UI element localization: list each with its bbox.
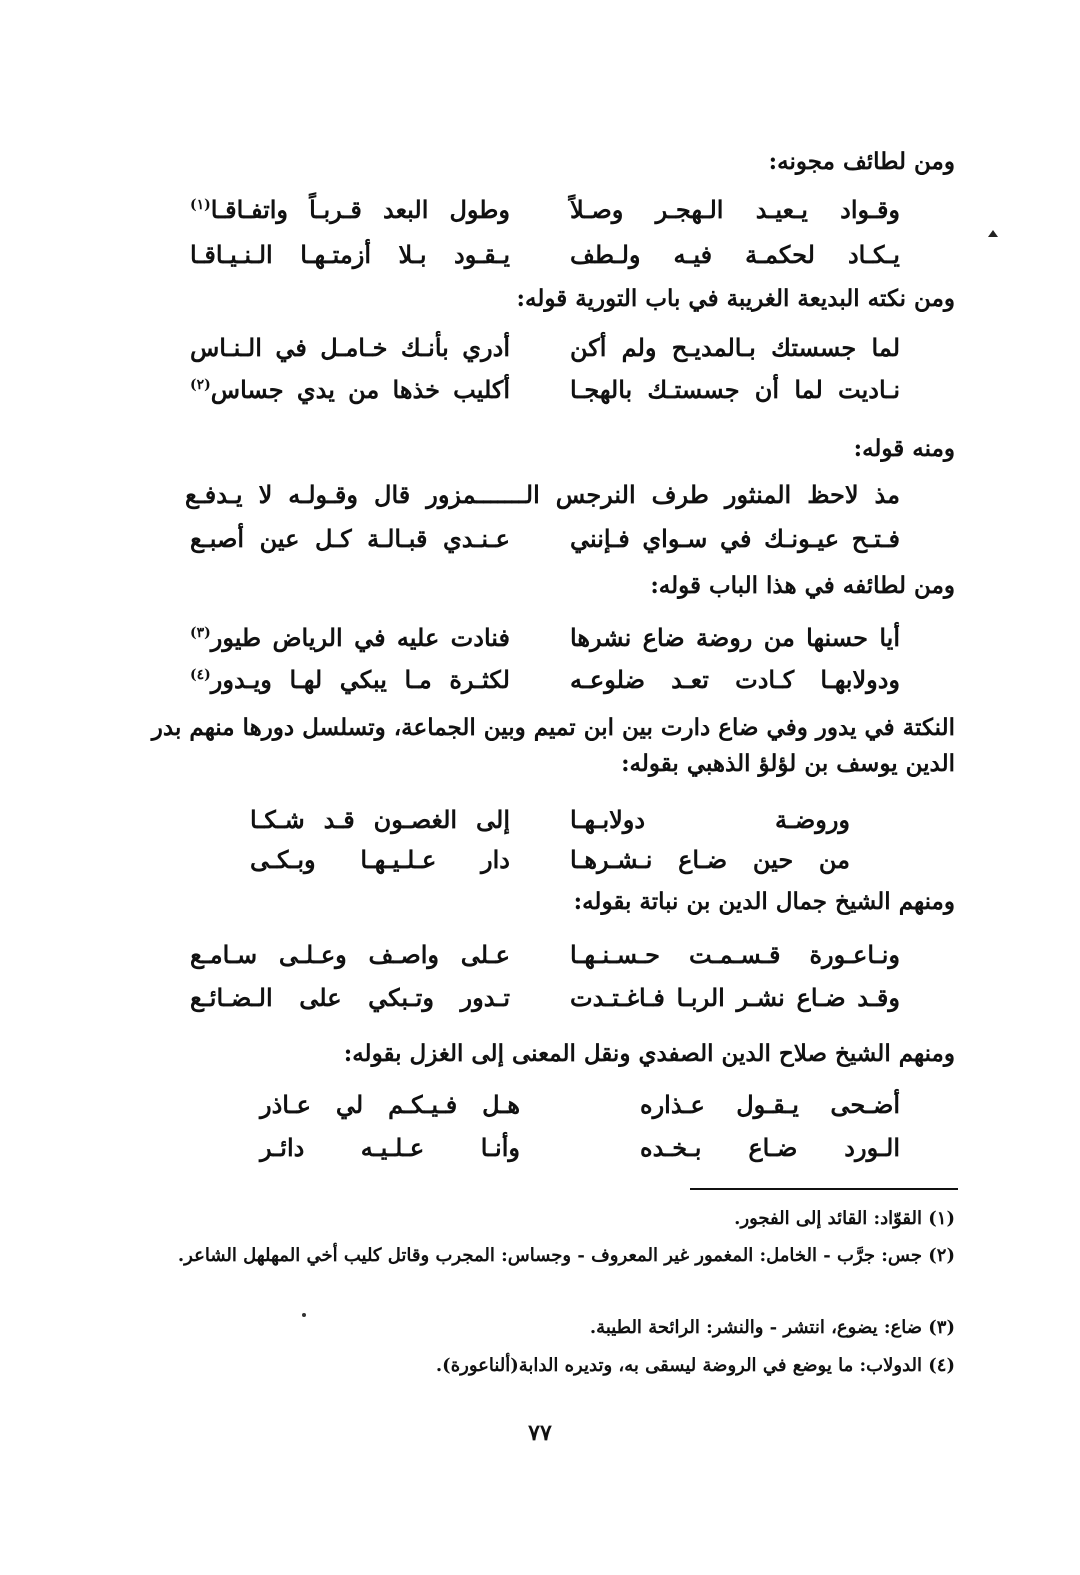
- verse-first-hemistich: ونـاعـورة قـسـمـت حـسـنـهـا: [570, 940, 900, 969]
- footnote: (٣) ضاع: يضوع، انتشر - والنشر: الرائحة الطيبة.: [589, 1317, 955, 1338]
- verse-first-hemistich: من حين ضـاع نـشـرهـا: [570, 845, 850, 874]
- verse-second-hemistich: يـقـود بـلا أزمتـهـا الـنـيـاقـا: [190, 240, 510, 269]
- verse-first-hemistich: أضـحى يـقـول عـذاره: [640, 1090, 900, 1119]
- verse-line: [0, 524, 1080, 564]
- page-number: ٧٧: [528, 1420, 552, 1446]
- verse-second-hemistich: [190, 195, 510, 224]
- verse-second-hemistich: عـلى واصـف وعـلـى سـامـع: [190, 940, 510, 969]
- section-intro: ومن لطائفه في هذا الباب قوله:: [650, 572, 955, 599]
- verse-line: [0, 845, 1080, 885]
- verse-line: [0, 805, 1080, 845]
- verse-line: [0, 623, 1080, 663]
- verse-line: [0, 983, 1080, 1023]
- verse-second-hemistich: هـل فـيـكـم لي عـاذر: [260, 1090, 520, 1119]
- verse-second-hemistich: إلى الغصـون قـد شـكـا: [250, 805, 510, 834]
- verse-second-hemistich: دار عـلـيـهـا وبـكـى: [250, 845, 510, 874]
- section-intro: ومن لطائف مجونه:: [768, 148, 955, 175]
- section-intro: ومنهم الشيخ صلاح الدين الصفدي ونقل المعنى إلى الغزل بقوله:: [343, 1040, 955, 1067]
- footnote-ref: (١): [190, 197, 211, 213]
- verse-line: [0, 1090, 1080, 1130]
- verse-first-hemistich: وقـد ضـاع نشـر الربـا فـاغـتـدت: [570, 983, 900, 1012]
- verse-line: [0, 195, 1080, 235]
- verse-second-hemistich: [190, 375, 510, 404]
- verse-first-hemistich: لما جسستك بـالمديـح ولم أكن: [570, 333, 900, 362]
- section-intro: ومنه قوله:: [853, 435, 955, 462]
- verse-line: [0, 1133, 1080, 1173]
- verse-first-hemistich: ودولابهـا كـادت تعـد ضلوعـه: [570, 665, 900, 694]
- footnote-ref: (٢): [190, 377, 211, 393]
- verse-second-hemistich: [190, 665, 510, 694]
- verse-line: [0, 240, 1080, 280]
- footnote: (١) القوّاد: القائد إلى الفجور.: [734, 1208, 955, 1229]
- section-intro: ومنهم الشيخ جمال الدين بن نباتة بقوله:: [573, 888, 955, 915]
- verse-first-hemistich: أيا حسنها من روضة ضاع نشرها: [570, 623, 900, 652]
- verse-first-hemistich: نـاديت لما أن جسستـك بالهجـا: [570, 375, 900, 404]
- footnote-separator: [690, 1188, 958, 1190]
- footnote: (٤) الدولاب: ما يوضع في الروضة ليسقى به، وتديره الدابة(ألناعورة).: [435, 1355, 955, 1376]
- footnote-ref: (٤): [190, 667, 211, 683]
- verse-first-hemistich: يـكـاد لحكمـة فيـه ولـطف: [570, 240, 900, 269]
- footnote-ref: (٣): [190, 625, 211, 641]
- section-intro: ومن نكته البديعة الغريبة في باب التورية قوله:: [516, 285, 955, 312]
- prose-paragraph: النكتة في يدور وفي ضاع دارت بين ابن تميم وبين الجماعة، وتسلسل دورها منهم بدر الدين يوسف بن لؤلؤ الذهبي بقوله:: [151, 714, 955, 777]
- verse-second-hemistich: أدري بأنـك خـامـل في الـنـاس: [190, 333, 510, 362]
- verse-line: [0, 665, 1080, 705]
- hemistich-text: أكليب خذها من يدي جساس: [210, 375, 510, 404]
- verse-full-line: مذ لاحظ المنثور طرف النرجس الـــــــمزور قال وقـولـه لا يـدفـع: [185, 480, 900, 509]
- verse-line: [0, 375, 1080, 415]
- hemistich-text: لكثـرة مـا يبكي لهـا ويـدور: [210, 665, 510, 694]
- verse-first-hemistich: فـتـح عيـونـك في سـواي فـإنني: [570, 524, 900, 553]
- verse-second-hemistich: [190, 623, 510, 652]
- footnote: (٢) جس: جرَّب - الخامل: المغمور غير المعروف - وجساس: المجرب وقاتل كليب أخي المهلهل الشاعر.: [177, 1245, 955, 1266]
- verse-line: [0, 333, 1080, 373]
- hemistich-text: فنادت عليه في الرياض طيور: [210, 623, 510, 652]
- verse-second-hemistich: وأنـا عـلـيـه دائـر: [260, 1133, 520, 1162]
- verse-second-hemistich: عـنـدي قبـالـة كـل عين أصبـع: [190, 524, 510, 553]
- verse-first-hemistich: الـورد ضـاع بـخـده: [640, 1133, 900, 1162]
- verse-line: [0, 940, 1080, 980]
- verse-first-hemistich: وقـواد يـعيـد الـهجـر وصـلاً: [570, 195, 900, 224]
- verse-first-hemistich: وروضـة دولابـهـا: [570, 805, 850, 834]
- verse-second-hemistich: تـدور وتـبكي على الـضـائـع: [190, 983, 510, 1012]
- hemistich-text: وطول البعد قـربـاً واتفـاقـا: [210, 195, 510, 224]
